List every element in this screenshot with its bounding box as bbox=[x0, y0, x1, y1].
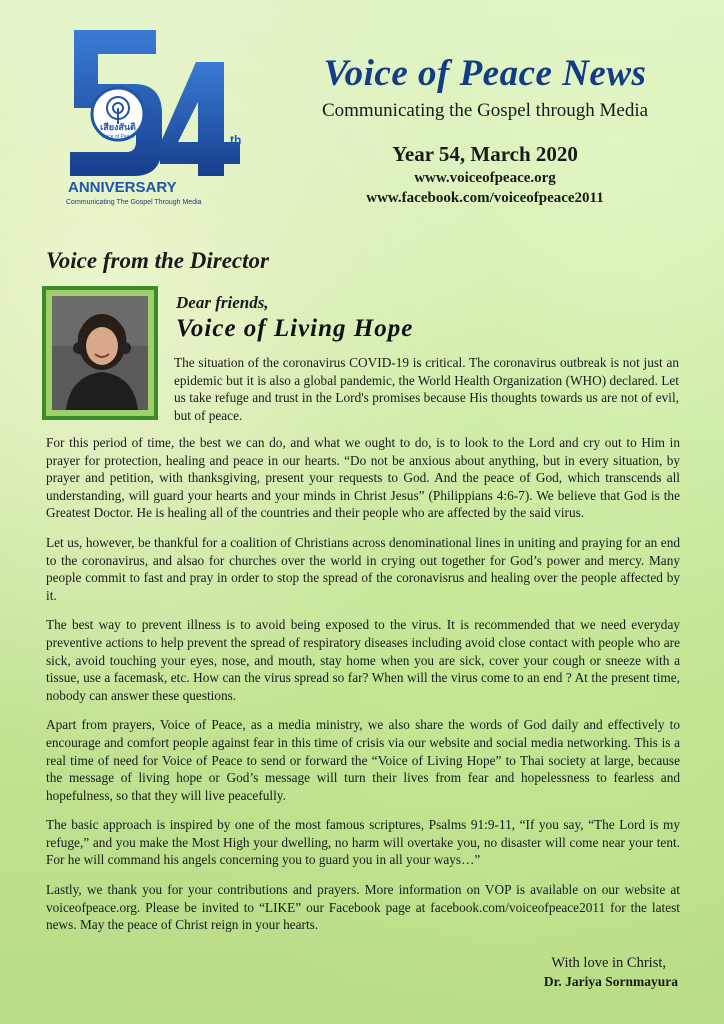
page-title: Voice of Peace News bbox=[323, 53, 647, 94]
facebook-link[interactable]: www.facebook.com/voiceofpeace2011 bbox=[366, 190, 604, 206]
closing-line: With love in Christ, bbox=[551, 955, 666, 971]
logo-ordinal: th bbox=[230, 133, 242, 147]
greeting: Dear friends, bbox=[176, 293, 269, 312]
issue-date: Year 54, March 2020 bbox=[392, 142, 578, 166]
section-title: Voice from the Director bbox=[46, 248, 269, 273]
director-photo bbox=[52, 296, 148, 410]
signer-name: Dr. Jariya Sornmayura bbox=[543, 974, 678, 989]
masthead bbox=[270, 54, 700, 207]
body-paragraph: The best way to prevent illness is to avoid being exposed to the virus. It is recommended that we need everyday preventive actions to help prevent the spread of respiratory diseases including avoid close contact with people who are sick, avoid touching your eyes, nose, and mouth, stay home when you are sick, cover your cough or sneeze with a tissue, use a facemask, etc. How can the virus spread so far? When will the virus come to an end ? At the present time, nobody can answer these questions. bbox=[46, 617, 680, 703]
article-heading: Voice of Living Hope bbox=[176, 315, 414, 342]
signoff bbox=[544, 955, 678, 990]
logo-anniversary: ANNIVERSARY bbox=[68, 179, 177, 196]
website-link[interactable]: www.voiceofpeace.org bbox=[414, 170, 556, 186]
body-paragraph: The basic approach is inspired by one of the most famous scriptures, Psalms 91:9-11, “If you say, “The Lord is my refuge,” and you make the Most High your dwelling, no harm will overtake you, no disaster will come near your tent. For he will command his angels concerning you to guard you in all your ways…” bbox=[46, 817, 680, 868]
logo-badge-subtext: Voice of Peace bbox=[101, 134, 135, 140]
director-photo-frame bbox=[42, 286, 158, 420]
body-paragraph: For this period of time, the best we can do, and what we ought to do, is to look to the Lord and cry out to Him in prayer for protection, healing and peace in our hearts. “Do not be anxious about anything, but in every situation, by prayer and petition, with thanksgiving, present your requests to God. And the peace of God, which transcends all understanding, will guard your hearts and your minds in Christ Jesus” (Philippians 4:6-7). We believe that God is the Greatest Doctor. He is healing all of the countries and their people who are affected by the said virus. bbox=[46, 435, 680, 521]
body-paragraph: Lastly, we thank you for your contributions and prayers. More information on VOP is available on our website at voiceofpeace.org. Please be invited to “LIKE” our Facebook page at facebook.com/voiceofpeace2011 for the latest news. May the peace of Christ reign in your hearts. bbox=[46, 882, 680, 933]
body-paragraph: Apart from prayers, Voice of Peace, as a media ministry, we also share the words of God daily and effectively to encourage and comfort people against fear in this time of crisis via our website and social media networking. This is a real time of need for Voice of Peace to send or forward the “Voice of Living Hope” to Thai society at large, because the message of living hope or God’s message will turn their lives from fear and hopelessness to fearless and hopefulness, so that they will live peacefully. bbox=[46, 717, 680, 803]
anniversary-logo bbox=[64, 26, 254, 216]
logo-tagline: Communicating The Gospel Through Media bbox=[66, 199, 202, 206]
article-body bbox=[46, 434, 680, 946]
intro-paragraph: The situation of the coronavirus COVID-19 is critical. The coronavirus outbreak is not just an epidemic but it is also a global pandemic, the World Health Organization (WHO) declared. Let us take refuge and trust in the Lord's promises because His thoughts towards us are not of evil, but of peace. bbox=[174, 355, 679, 423]
logo-badge-text: เสียงสันติ bbox=[100, 123, 136, 133]
body-paragraph: Let us, however, be thankful for a coalition of Christians across denominational lines in uniting and praying for an end to the coronavirus, and alsao for churches over the world in crying out together for God’s power and mercy. Many people commit to fast and pray in order to stop the spread of the coronavisrus and healing over the people affected by it. bbox=[46, 534, 680, 603]
page-subtitle: Communicating the Gospel through Media bbox=[321, 100, 649, 121]
